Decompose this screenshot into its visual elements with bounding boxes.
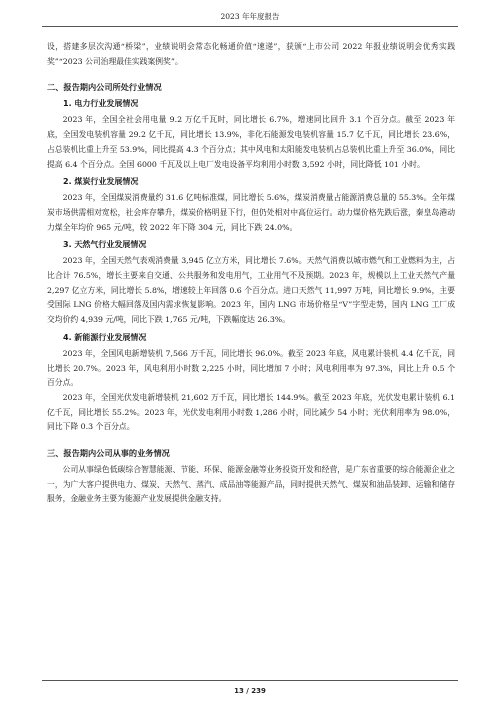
power-industry-paragraph: 2023 年，全国全社会用电量 9.2 万亿千瓦时，同比增长 6.7%，增速同比回升 3.1 个百分点。截至 2023 年底，全国发电装机容量 29.2 亿千瓦，同比增长 13.9%，非化石能源发电装机容量 15.7 亿千瓦，同比增长 23.6%，占总装机比重上升至 53.9%，同比提高 4.3 个百分点；其中风电和太阳能发电装机占总装机比重上升至 36.0%，同比提高 6.4 个百分点。全国 6000 千瓦及以上电厂发电设备平均利用小时数 3,592 小时，同比降低 101 小时。 [47, 115, 455, 169]
coal-industry-paragraph: 2023 年，全国煤炭消费量约 31.6 亿吨标准煤，同比增长 5.6%，煤炭消费量占能源消费总量的 55.3%。全年煤炭市场供需相对宽松，社会库存攀升，煤炭价格明显下行，但仍处相对中高位运行。动力煤价格先跌后涨，秦皇岛港动力煤全年均价 965 元/吨，较 2022 年下降 304 元，同比下跌 24.0%。 [47, 193, 455, 232]
solar-power-paragraph: 2023 年，全国光伏发电新增装机 21,602 万千瓦，同比增长 144.9%。截至 2023 年底，光伏发电累计装机 6.1 亿千瓦，同比增长 55.2%。2023 年，光伏发电利用小时数 1,286 小时，同比减少 54 小时；光伏利用率为 98.0%，同比下降 0.3 个百分点。 [47, 392, 455, 432]
coal-industry-heading: 2. 煤炭行业发展情况 [63, 177, 139, 187]
power-industry-heading: 1. 电力行业发展情况 [63, 99, 139, 109]
business-overview-paragraph: 公司从事绿色低碳综合智慧能源、节能、环保、能源金融等业务投资开发和经营，是广东省重要的综合能源企业之一，为广大客户提供电力、煤炭、天然气、蒸汽、成品油等能源产品，同时提供天然气、煤炭和油品装卸、运输和储存服务，金融业务主要为能源产业发展提供金融支持。 [47, 465, 455, 504]
page-number: 13 / 239 [234, 687, 266, 695]
intro-paragraph: 设，搭建多层次沟通“桥梁”，业绩说明会常态化畅通价值“速递”，获颁“上市公司 2022 年报业绩说明会优秀实践奖”“2023 公司治理最佳实践案例奖”。 [47, 42, 455, 66]
footer-divider [42, 680, 458, 681]
gas-industry-paragraph: 2023 年，全国天然气表观消费量 3,945 亿立方米，同比增长 7.6%。天然气消费以城市燃气和工业燃料为主，占比合计 76.5%，增长主要来自交通、公共服务和发电用气，工业用气不及预期。2023 年，规模以上工业天然气产量 2,297 亿立方米，同比增长 5.8%，增速较上年回落 0.6 个百分点。进口天然气 11,997 万吨，同比增长 9.9%，主要受国际 LNG 价格大幅回落及国内需求恢复影响。2023 年，国内 LNG 市场价格呈“V”字型走势，国内 LNG 工厂成交均价约 4,939 元/吨，同比下跌 1,765 元/吨，下跌幅度达 26.3%。 [47, 256, 455, 325]
page-header: 2023 年年度报告 [220, 12, 280, 21]
wind-power-paragraph: 2023 年，全国风电新增装机 7,566 万千瓦，同比增长 96.0%。截至 2023 年底，风电累计装机 4.4 亿千瓦，同比增长 20.7%。2023 年，风电利用小时数 2,225 小时，同比增加 7 小时；风电利用率为 97.3%，同比上升 0.5 个百分点。 [47, 348, 455, 388]
renewable-industry-heading: 4. 新能源行业发展情况 [63, 332, 147, 342]
section-2-heading: 二、报告期内公司所处行业情况 [47, 82, 162, 93]
gas-industry-heading: 3. 天然气行业发展情况 [63, 240, 147, 250]
header-divider [42, 26, 458, 27]
section-3-heading: 三、报告期内公司从事的业务情况 [47, 448, 170, 459]
page-content [47, 40, 455, 507]
